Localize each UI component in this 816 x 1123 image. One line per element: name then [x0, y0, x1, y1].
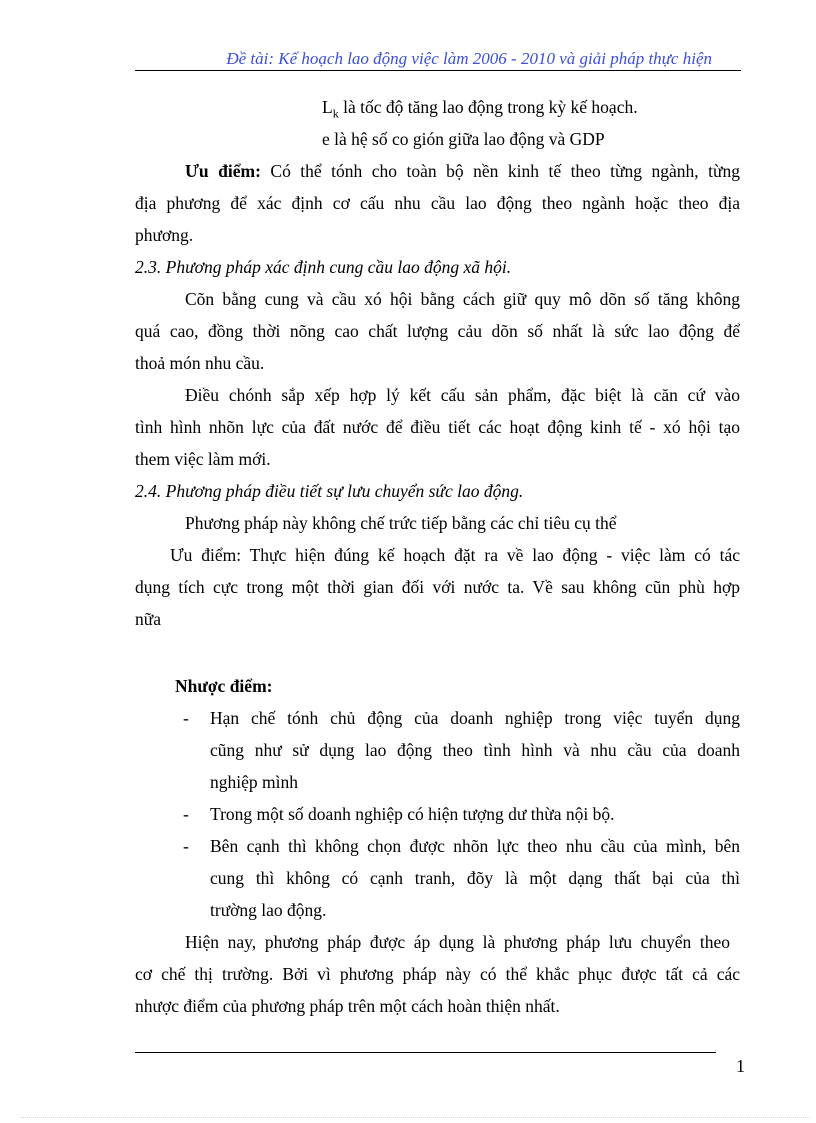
advantage-label: Ưu điểm: — [185, 161, 261, 181]
lk-text: là tốc độ tăng lao động trong kỳ kế hoạch. — [338, 97, 638, 117]
paragraph-line: Hiện nay, phương pháp được áp dụng là phương pháp lưu chuyển theo — [185, 932, 730, 952]
page-number: 1 — [736, 1056, 745, 1076]
paragraph-line: Điều chónh sắp xếp hợp lý kết cấu sản phẩm, đặc biệt là căn cứ vào — [185, 385, 740, 405]
advantage-text: Có thể tónh cho toàn bộ nền kinh tế theo từng ngành, từng — [270, 161, 740, 181]
paragraph-line: cơ chế thị trường. Bởi vì phương pháp này có thể khắc phục được tất cả các — [135, 964, 740, 984]
bullet-line: nghiệp mình — [210, 772, 298, 792]
paragraph-line: Ưu điểm: Thực hiện đúng kế hoạch đặt ra về lao động - việc làm có tác — [170, 545, 740, 565]
bullet-dash: - — [183, 804, 189, 824]
lk-symbol: L — [322, 97, 333, 117]
bullet-line: cũng như sử dụng lao động theo tình hình và nhu cầu của doanh — [210, 740, 740, 760]
bullet-line: Trong một số doanh nghiệp có hiện tượng dư thừa nội bộ. — [210, 804, 615, 824]
advantage-line-3: phương. — [135, 225, 194, 245]
formula-lk-line — [322, 96, 638, 125]
lk-subscript: k — [332, 106, 339, 121]
bullet-line: trường lao động. — [210, 900, 327, 920]
paragraph-line: quá cao, đồng thời nõng cao chất lượng cảu dõn số nhất là sức lao động để — [135, 321, 740, 341]
paragraph-line: nhược điểm của phương pháp trên một cách hoàn thiện nhất. — [135, 996, 560, 1016]
paragraph-line: tình hình nhõn lực của đất nước để điều tiết các hoạt động kinh tế - xó hội tạo — [135, 417, 740, 437]
formula-e-line: e là hệ số co gión giữa lao động và GDP — [322, 129, 605, 149]
advantage-line-1 — [185, 160, 740, 182]
disadvantage-label: Nhược điểm: — [175, 676, 273, 696]
paragraph-line: Cõn bằng cung và cầu xó hội bằng cách giữ quy mô dõn số tăng không — [185, 289, 740, 309]
bullet-dash: - — [183, 836, 189, 856]
page-boundary — [20, 1117, 810, 1118]
bullet-line: cung thì không có cạnh tranh, đõy là một dạng thất bại của thì — [210, 868, 740, 888]
bullet-dash: - — [183, 708, 189, 728]
paragraph-line: dụng tích cực trong một thời gian đối với nước ta. Về sau không cũn phù hợp — [135, 577, 740, 597]
paragraph-line: Phương pháp này không chế trức tiếp bằng các chỉ tiêu cụ thể — [185, 513, 617, 533]
paragraph-line: thoả món nhu cầu. — [135, 353, 265, 373]
section-heading-2-3: 2.3. Phương pháp xác định cung cầu lao động xã hội. — [135, 257, 512, 277]
advantage-line-2: địa phương để xác định cơ cấu nhu cầu lao động theo ngành hoặc theo địa — [135, 193, 740, 213]
paragraph-line: them việc làm mới. — [135, 449, 271, 469]
paragraph-line: nữa — [135, 609, 162, 629]
bullet-line: Hạn chế tónh chủ động của doanh nghiệp trong việc tuyển dụng — [210, 708, 740, 728]
bullet-line: Bên cạnh thì không chọn được nhõn lực theo nhu cầu của mình, bên — [210, 836, 740, 856]
footer-rule — [135, 1052, 716, 1053]
section-heading-2-4: 2.4. Phương pháp điều tiết sự lưu chuyển sức lao động. — [135, 481, 524, 501]
header-rule — [135, 70, 741, 71]
page-header-title: Đề tài: Kế hoạch lao động việc làm 2006 - 2010 và giải pháp thực hiện — [226, 49, 712, 68]
